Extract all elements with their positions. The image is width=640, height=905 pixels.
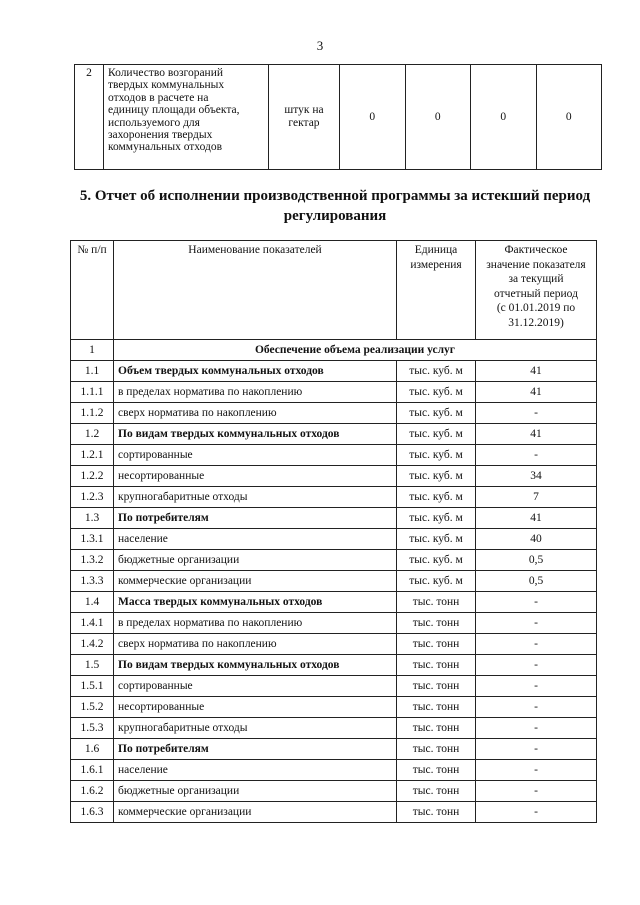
table-row bbox=[71, 697, 597, 718]
value-cell: 41 bbox=[476, 424, 597, 445]
table-row bbox=[71, 760, 597, 781]
top-indicator-table bbox=[74, 64, 602, 170]
row-number: 1.6.2 bbox=[71, 781, 114, 802]
value-cell: - bbox=[476, 697, 597, 718]
row-number: 1.2 bbox=[71, 424, 114, 445]
row-number: 1.5.1 bbox=[71, 676, 114, 697]
indicator-name-line: захоронения твердых bbox=[108, 129, 213, 142]
indicator-name: крупногабаритные отходы bbox=[114, 487, 397, 508]
header-num: № п/п bbox=[71, 241, 114, 340]
unit-cell: тыс. куб. м bbox=[397, 424, 476, 445]
indicator-name: По видам твердых коммунальных отходов bbox=[114, 655, 397, 676]
value-cell: 0 bbox=[471, 65, 537, 170]
value-cell: 0,5 bbox=[476, 550, 597, 571]
table-row bbox=[71, 403, 597, 424]
table-row bbox=[71, 487, 597, 508]
unit-cell bbox=[269, 65, 340, 170]
header-value-line: за текущий bbox=[508, 273, 564, 285]
header-name: Наименование показателей bbox=[114, 241, 397, 340]
indicator-name: крупногабаритные отходы bbox=[114, 718, 397, 739]
table-row bbox=[71, 382, 597, 403]
row-number: 1.3.3 bbox=[71, 571, 114, 592]
value-cell: - bbox=[476, 445, 597, 466]
unit-cell: тыс. тонн bbox=[397, 718, 476, 739]
table-row bbox=[71, 613, 597, 634]
value-cell: 40 bbox=[476, 529, 597, 550]
unit-cell: тыс. куб. м bbox=[397, 571, 476, 592]
indicator-name: По потребителям bbox=[114, 508, 397, 529]
indicator-name-line: отходов в расчете на bbox=[108, 91, 209, 104]
indicator-name: сортированные bbox=[114, 445, 397, 466]
value-cell: - bbox=[476, 781, 597, 802]
unit-cell: тыс. тонн bbox=[397, 760, 476, 781]
unit-cell: тыс. тонн bbox=[397, 592, 476, 613]
table-row bbox=[71, 592, 597, 613]
row-number: 1.4.1 bbox=[71, 613, 114, 634]
row-number: 1.4.2 bbox=[71, 634, 114, 655]
table-row bbox=[71, 655, 597, 676]
table-row bbox=[71, 634, 597, 655]
row-number: 1.6.1 bbox=[71, 760, 114, 781]
table-row bbox=[71, 718, 597, 739]
indicator-name: в пределах норматива по накоплению bbox=[114, 613, 397, 634]
header-unit-line: измерения bbox=[410, 258, 462, 271]
unit-line: штук на bbox=[284, 104, 324, 116]
section-title-line: регулирования bbox=[283, 208, 387, 224]
section-num: 1 bbox=[71, 340, 114, 361]
indicator-name: По видам твердых коммунальных отходов bbox=[114, 424, 397, 445]
value-cell: - bbox=[476, 634, 597, 655]
header-unit bbox=[397, 241, 476, 340]
section-row bbox=[71, 340, 597, 361]
value-cell: - bbox=[476, 613, 597, 634]
row-number: 1.5.3 bbox=[71, 718, 114, 739]
value-cell: 41 bbox=[476, 382, 597, 403]
value-cell: - bbox=[476, 655, 597, 676]
unit-cell: тыс. тонн bbox=[397, 655, 476, 676]
unit-cell: тыс. куб. м bbox=[397, 445, 476, 466]
unit-cell: тыс. куб. м bbox=[397, 529, 476, 550]
table-row bbox=[71, 802, 597, 823]
header-value-line: 31.12.2019) bbox=[508, 316, 564, 329]
header-unit-line: Единица bbox=[414, 244, 458, 256]
value-cell: - bbox=[476, 676, 597, 697]
value-cell: - bbox=[476, 739, 597, 760]
value-cell: - bbox=[476, 802, 597, 823]
section-title-line: 5. Отчет об исполнении производственной программы за истекший период bbox=[79, 188, 591, 204]
row-number: 1.1.1 bbox=[71, 382, 114, 403]
table-row bbox=[71, 781, 597, 802]
indicator-name: коммерческие организации bbox=[114, 802, 397, 823]
indicator-name-line: единицу площади объекта, bbox=[108, 104, 240, 117]
indicator-name-line: коммунальных отходов bbox=[108, 141, 223, 154]
unit-cell: тыс. тонн bbox=[397, 739, 476, 760]
value-cell: - bbox=[476, 760, 597, 781]
header-value bbox=[476, 241, 597, 340]
row-number: 1.6.3 bbox=[71, 802, 114, 823]
table-row bbox=[71, 676, 597, 697]
unit-cell: тыс. тонн bbox=[397, 697, 476, 718]
indicator-name bbox=[104, 65, 269, 170]
value-cell: 34 bbox=[476, 466, 597, 487]
indicator-name: коммерческие организации bbox=[114, 571, 397, 592]
value-cell: 41 bbox=[476, 508, 597, 529]
table-row bbox=[71, 508, 597, 529]
indicator-name: сверх норматива по накоплению bbox=[114, 403, 397, 424]
unit-cell: тыс. куб. м bbox=[397, 403, 476, 424]
unit-cell: тыс. тонн bbox=[397, 676, 476, 697]
table-body bbox=[71, 361, 597, 823]
row-number: 1.6 bbox=[71, 739, 114, 760]
unit-cell: тыс. тонн bbox=[397, 781, 476, 802]
row-number: 2 bbox=[75, 65, 104, 170]
row-number: 1.1 bbox=[71, 361, 114, 382]
table-row bbox=[71, 466, 597, 487]
row-number: 1.4 bbox=[71, 592, 114, 613]
row-number: 1.3 bbox=[71, 508, 114, 529]
indicator-name-line: используемого для bbox=[108, 116, 200, 129]
header-value-line: отчетный период bbox=[494, 287, 578, 300]
row-number: 1.5 bbox=[71, 655, 114, 676]
row-number: 1.2.3 bbox=[71, 487, 114, 508]
header-value-line: Фактическое bbox=[504, 244, 568, 256]
table-row bbox=[71, 550, 597, 571]
table-row bbox=[71, 445, 597, 466]
unit-line: гектар bbox=[288, 117, 320, 129]
table-row bbox=[75, 65, 602, 170]
indicator-name: несортированные bbox=[114, 466, 397, 487]
value-cell: 0,5 bbox=[476, 571, 597, 592]
section-title bbox=[70, 186, 600, 226]
unit-cell: тыс. тонн bbox=[397, 634, 476, 655]
value-cell: - bbox=[476, 403, 597, 424]
indicator-name: население bbox=[114, 529, 397, 550]
unit-cell: тыс. куб. м bbox=[397, 361, 476, 382]
indicator-name: в пределах норматива по накоплению bbox=[114, 382, 397, 403]
table-row bbox=[71, 529, 597, 550]
value-cell: 7 bbox=[476, 487, 597, 508]
indicator-name: Масса твердых коммунальных отходов bbox=[114, 592, 397, 613]
indicator-name-line: Количество возгораний bbox=[108, 67, 224, 79]
unit-cell: тыс. куб. м bbox=[397, 487, 476, 508]
indicator-name: бюджетные организации bbox=[114, 781, 397, 802]
indicator-name: население bbox=[114, 760, 397, 781]
value-cell: 0 bbox=[536, 65, 602, 170]
indicator-name: По потребителям bbox=[114, 739, 397, 760]
value-cell: - bbox=[476, 592, 597, 613]
header-value-line: (с 01.01.2019 по bbox=[496, 302, 576, 314]
unit-cell: тыс. куб. м bbox=[397, 550, 476, 571]
row-number: 1.2.1 bbox=[71, 445, 114, 466]
value-cell: 0 bbox=[405, 65, 471, 170]
row-number: 1.2.2 bbox=[71, 466, 114, 487]
table-row bbox=[71, 739, 597, 760]
unit-cell: тыс. куб. м bbox=[397, 466, 476, 487]
value-cell: 41 bbox=[476, 361, 597, 382]
header-value-line: значение показателя bbox=[486, 258, 586, 271]
unit-cell: тыс. тонн bbox=[397, 802, 476, 823]
table-row bbox=[71, 424, 597, 445]
section-label: Обеспечение объема реализации услуг bbox=[114, 340, 597, 361]
program-report-table bbox=[70, 240, 597, 823]
row-number: 1.5.2 bbox=[71, 697, 114, 718]
indicator-name: бюджетные организации bbox=[114, 550, 397, 571]
row-number: 1.3.2 bbox=[71, 550, 114, 571]
indicator-name: несортированные bbox=[114, 697, 397, 718]
indicator-name-line: твердых коммунальных bbox=[108, 79, 225, 92]
indicator-name: сверх норматива по накоплению bbox=[114, 634, 397, 655]
value-cell: 0 bbox=[340, 65, 406, 170]
unit-cell: тыс. куб. м bbox=[397, 382, 476, 403]
value-cell: - bbox=[476, 718, 597, 739]
page-number: 3 bbox=[316, 38, 324, 53]
indicator-name: Объем твердых коммунальных отходов bbox=[114, 361, 397, 382]
table-header-row bbox=[71, 241, 597, 340]
table-row bbox=[71, 361, 597, 382]
unit-cell: тыс. куб. м bbox=[397, 508, 476, 529]
row-number: 1.3.1 bbox=[71, 529, 114, 550]
row-number: 1.1.2 bbox=[71, 403, 114, 424]
indicator-name: сортированные bbox=[114, 676, 397, 697]
unit-cell: тыс. тонн bbox=[397, 613, 476, 634]
table-row bbox=[71, 571, 597, 592]
